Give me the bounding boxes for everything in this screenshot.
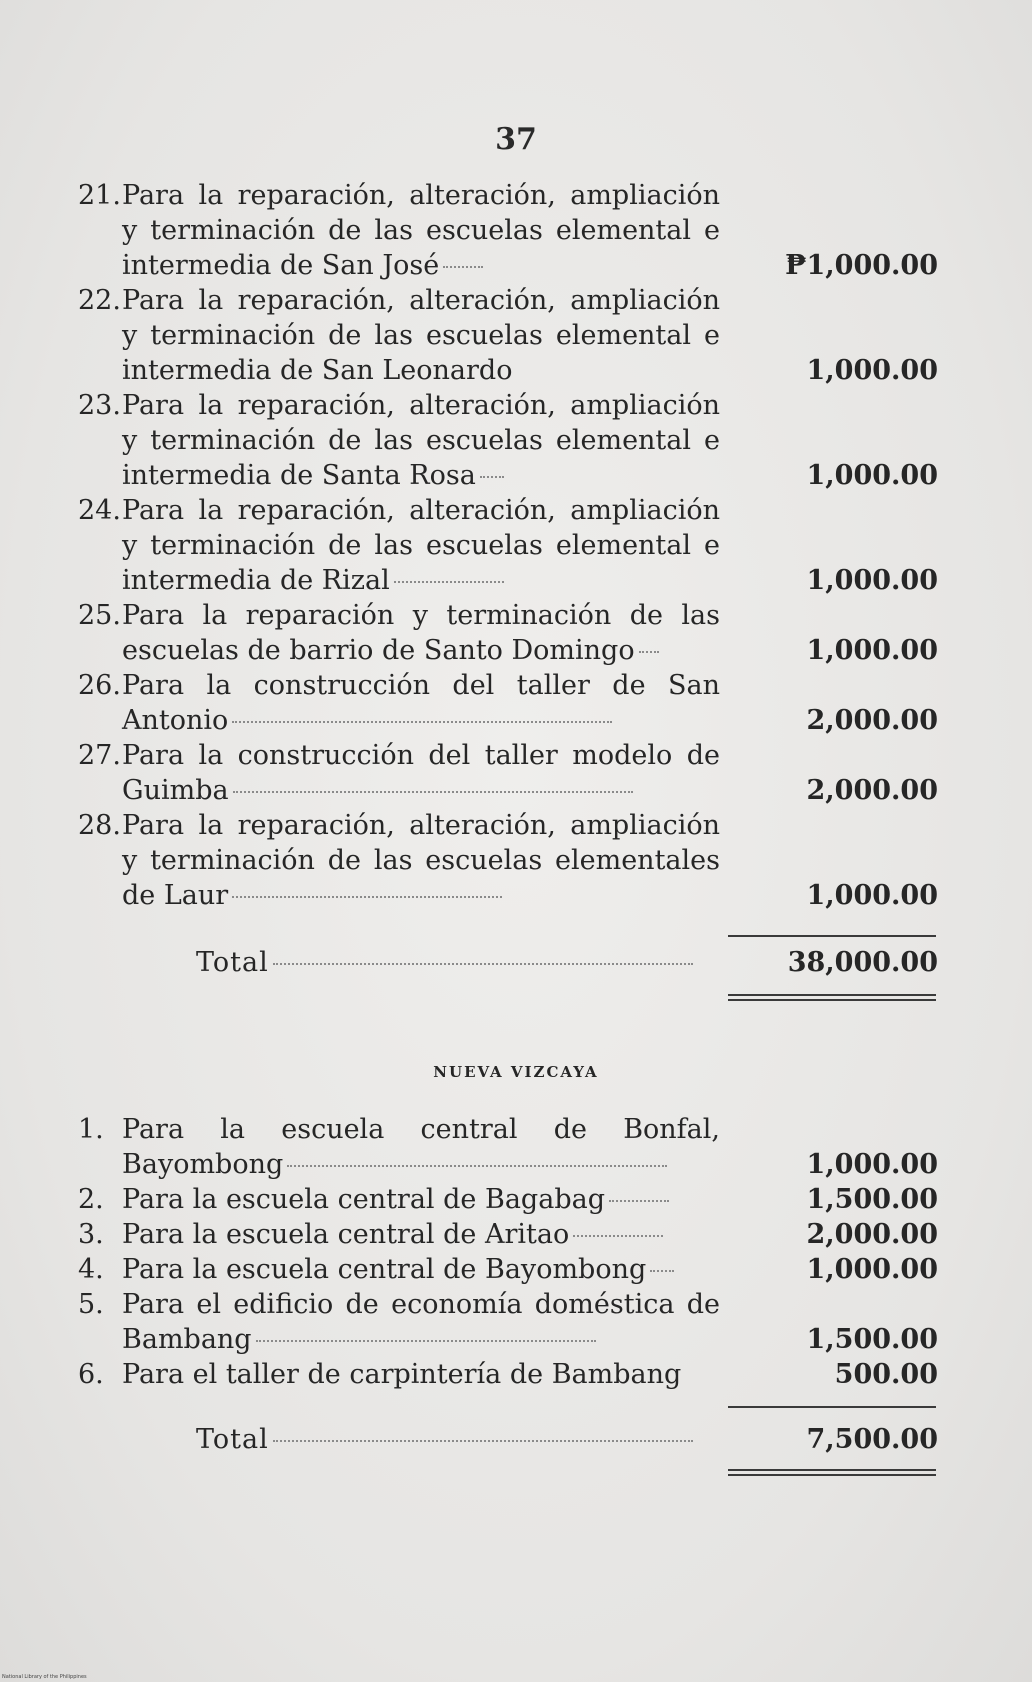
list-item (78, 1357, 938, 1392)
list-item (78, 388, 938, 493)
section-heading: NUEVA VIZCAYA (433, 1063, 599, 1081)
item-amount: 1,000.00 (806, 1149, 938, 1180)
list-item (78, 1182, 938, 1217)
item-amount: 1,000.00 (806, 460, 938, 491)
total-row (78, 1422, 938, 1457)
item-description: Para la reparación, alteración, ampliación y terminación de las escuelas elemental e intermedia de San José (122, 180, 720, 281)
list-item (78, 1217, 938, 1252)
list-item (78, 283, 938, 388)
item-description: Para la escuela central de Aritao (122, 1217, 720, 1252)
list-item (78, 668, 938, 738)
item-description: Para la construcción del taller modelo de Guimba (122, 740, 720, 806)
item-amount: 2,000.00 (806, 1219, 938, 1250)
list-item (78, 1252, 938, 1287)
total-double-rule (728, 1469, 936, 1476)
list-item (78, 178, 938, 283)
total-amount: 7,500.00 (806, 1424, 938, 1455)
item-amount: 1,000.00 (806, 635, 938, 666)
list-item (78, 1112, 938, 1182)
list-item (78, 493, 938, 598)
subtotal-rule (728, 1406, 936, 1408)
item-description: Para el taller de carpintería de Bambang (122, 1359, 682, 1390)
item-number: 22. (78, 285, 121, 316)
item-number: 3. (78, 1219, 104, 1250)
item-description: Para la escuela central de Bagabag (122, 1182, 720, 1217)
page-number: 37 (495, 122, 537, 157)
list-item (78, 598, 938, 668)
footer-credit: National Library of the Philippines (2, 1674, 87, 1680)
item-number: 28. (78, 810, 121, 841)
item-number: 1. (78, 1114, 104, 1145)
item-amount: 1,000.00 (806, 880, 938, 911)
item-description: Para la reparación, alteración, ampliación y terminación de las escuelas elemental e intermedia de Rizal (122, 495, 720, 596)
item-amount: 1,500.00 (806, 1324, 938, 1355)
total-label: Total (78, 945, 720, 980)
item-number: 23. (78, 390, 121, 421)
item-description: Para la escuela central de Bayombong (122, 1252, 720, 1287)
item-number: 25. (78, 600, 121, 631)
list-item (78, 1287, 938, 1357)
item-amount: 1,500.00 (806, 1184, 938, 1215)
total-label: Total (78, 1422, 720, 1457)
item-number: 6. (78, 1359, 104, 1390)
list-item (78, 738, 938, 808)
appropriations-list-a (78, 178, 938, 1001)
total-row (78, 945, 938, 980)
item-number: 27. (78, 740, 121, 771)
item-amount: 2,000.00 (806, 705, 938, 736)
item-amount: 1,000.00 (806, 355, 938, 386)
item-amount: 2,000.00 (806, 775, 938, 806)
subtotal-rule (728, 935, 936, 937)
item-number: 4. (78, 1254, 104, 1285)
item-amount: 1,000.00 (806, 565, 938, 596)
item-amount: 1,000.00 (806, 1254, 938, 1285)
total-double-rule (728, 994, 936, 1001)
item-number: 26. (78, 670, 121, 701)
item-description: Para el edificio de economía doméstica de Bambang (122, 1289, 720, 1355)
item-number: 2. (78, 1184, 104, 1215)
item-description: Para la reparación, alteración, ampliación y terminación de las escuelas elemental e intermedia de Santa Rosa (122, 390, 720, 491)
item-description: Para la reparación y terminación de las escuelas de barrio de Santo Domingo (122, 600, 720, 666)
list-item (78, 808, 938, 913)
item-description: Para la escuela central de Bonfal, Bayombong (122, 1114, 720, 1180)
item-amount: ₱1,000.00 (785, 250, 938, 281)
item-number: 21. (78, 180, 121, 211)
total-amount: 38,000.00 (787, 947, 938, 978)
item-description: Para la reparación, alteración, ampliación y terminación de las escuelas elemental e intermedia de San Leonardo (122, 285, 720, 386)
appropriations-list-b (78, 1112, 938, 1476)
item-description: Para la construcción del taller de San Antonio (122, 670, 720, 736)
item-number: 24. (78, 495, 121, 526)
item-amount: 500.00 (834, 1359, 938, 1390)
item-number: 5. (78, 1289, 104, 1320)
item-description: Para la reparación, alteración, ampliación y terminación de las escuelas elementales de Laur (122, 810, 720, 911)
